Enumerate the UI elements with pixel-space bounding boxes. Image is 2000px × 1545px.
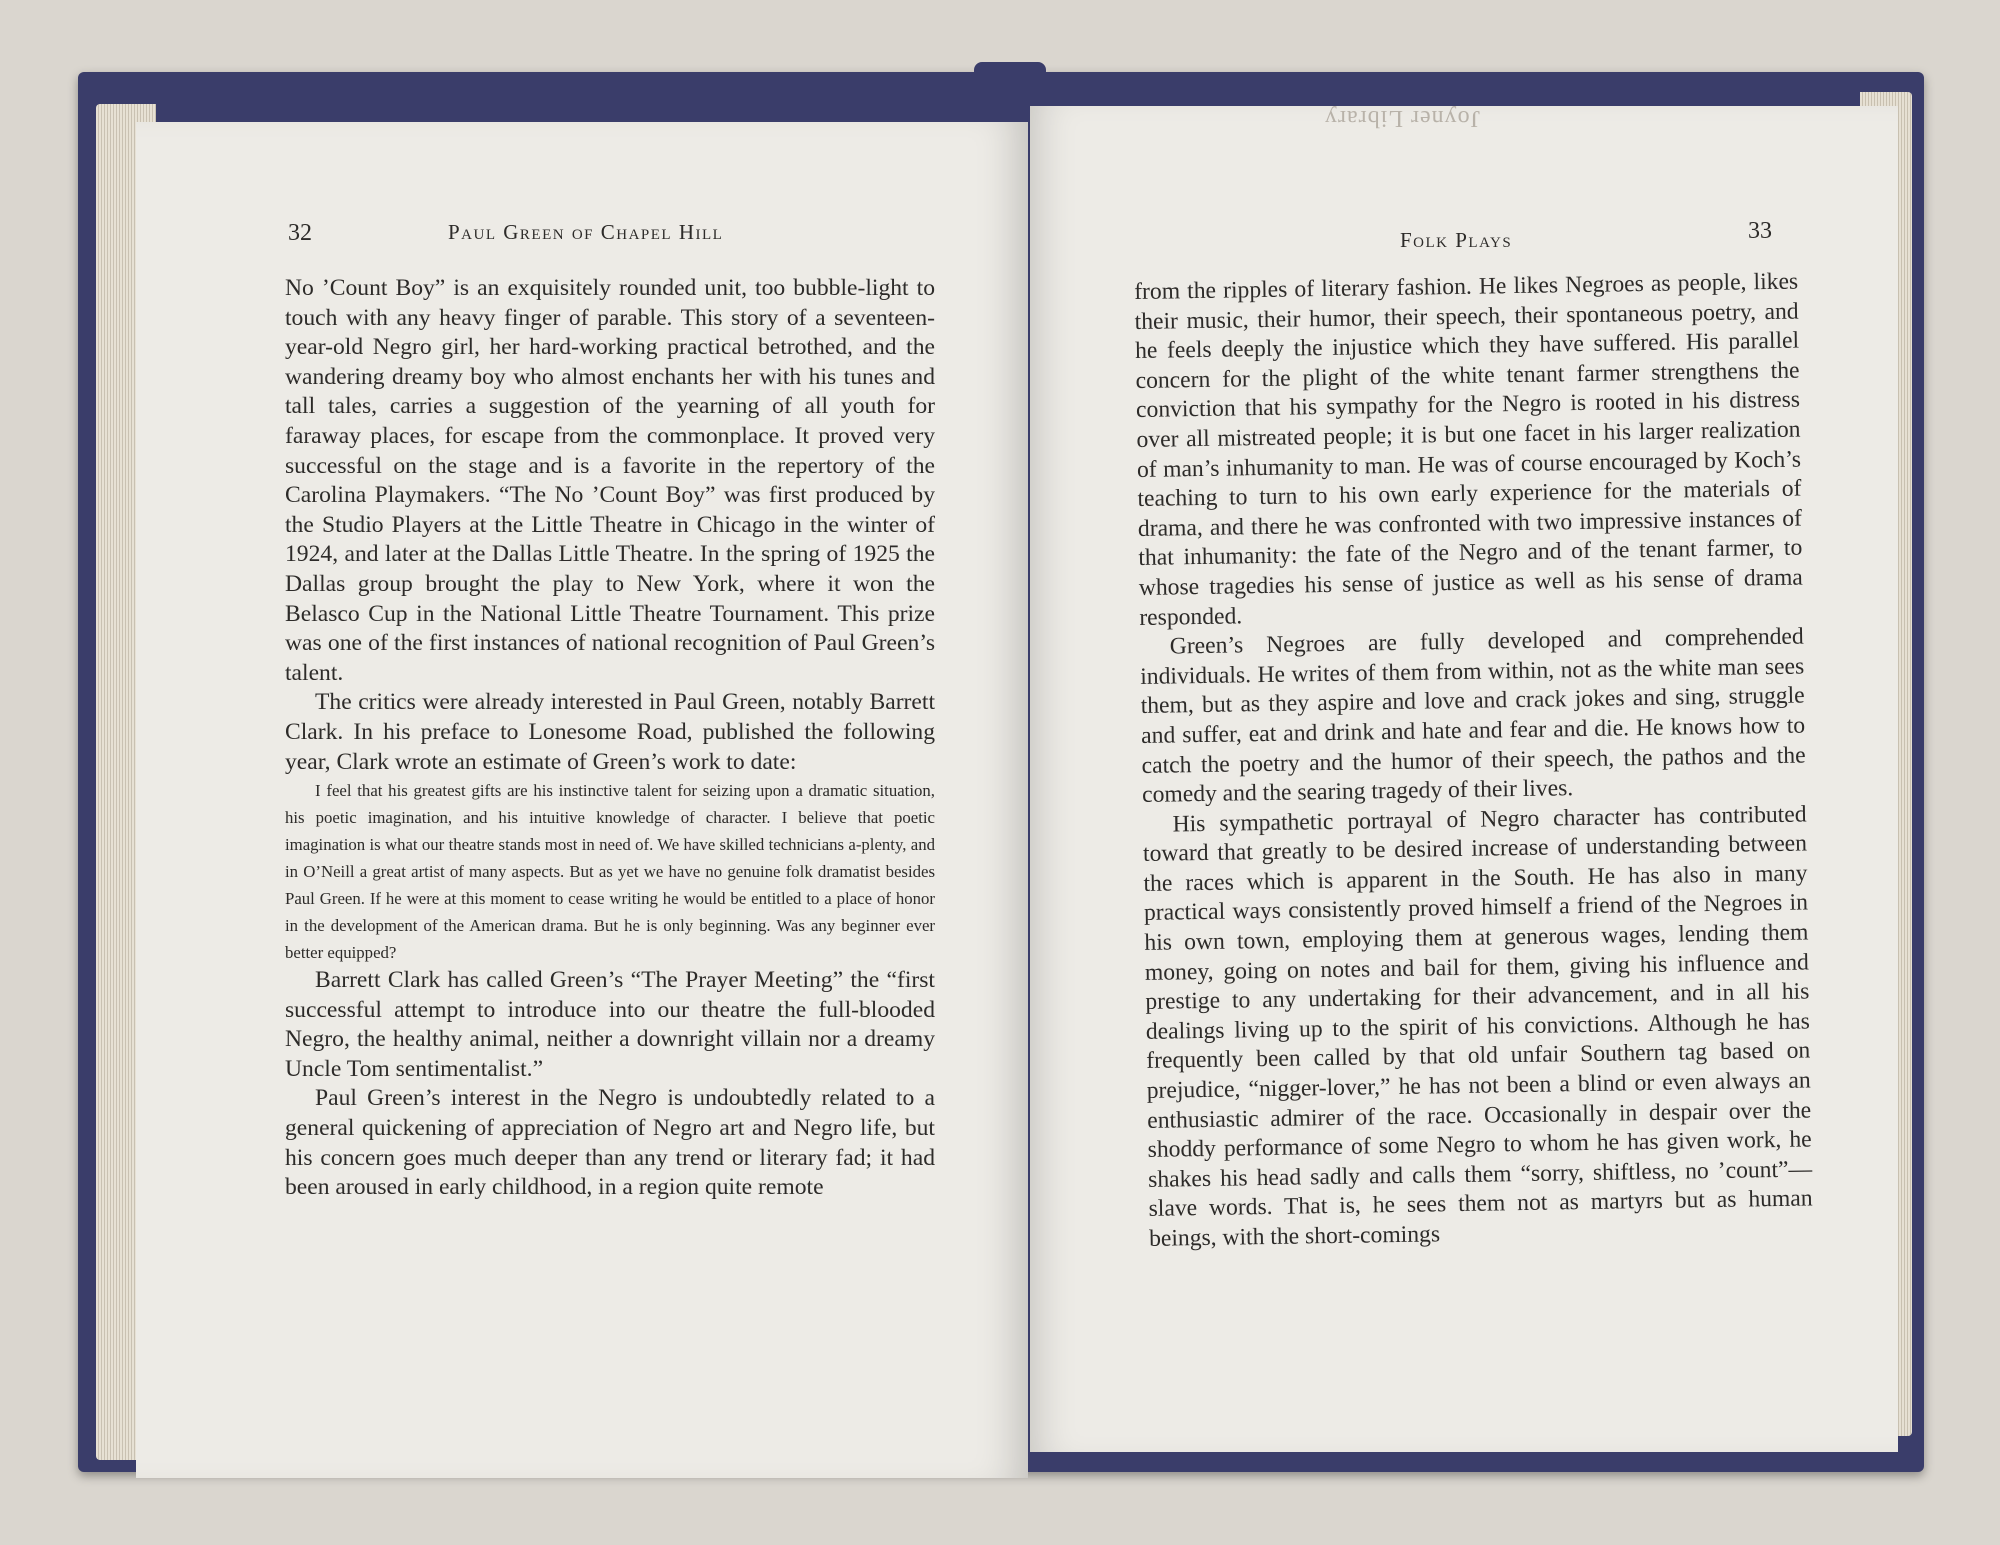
left-page [136,122,1028,1478]
left-paragraph-1: No ’Count Boy” is an exquisitely rounded unit, too bubble-light to touch with any heavy finger of parable. This story of a seventeen-year-old Negro girl, her hard-working practical betrothed, and the wandering dreamy boy who almost enchants her with his tunes and tall tales, carries a suggestion of the yearning of all youth for faraway places, for escape from the commonplace. It proved very successful on the stage and is a favorite in the repertory of the Carolina Playmakers. “The No ’Count Boy” was first produced by the Studio Players at the Little Theatre in Chicago in the winter of 1924, and later at the Dallas Little Theatre. In the spring of 1925 the Dallas group brought the play to New York, where it won the Belasco Cup in the National Little Theatre Tournament. This prize was one of the first instances of national recognition of Paul Green’s talent. [285,275,935,686]
right-paragraph-3: His sympathetic portrayal of Negro character has contributed toward that greatly to be desired increase of understanding between the races which is apparent in the South. He has also in many practical ways consistently proved himself a friend of the Negroes in his own town, employing them at generous wages, lending them money, going on notes and bail for them, giving his influence and prestige to any undertaking for their advancement, and in all his dealings living up to the spirit of his convictions. Although he has frequently been called by that old unfair Southern tag based on prejudice, “nigger-lover,” he has not been a blind or even always an enthusiastic admirer of the race. Occasionally in despair over the shoddy performance of some Negro to whom he has given work, he shakes his head sadly and calls them “sorry, shiftless, no ’count”—slave words. That is, he sees them not as martyrs but as human beings, with the short-comings [1142,801,1813,1252]
left-paragraph-3: Barrett Clark has called Green’s “The Prayer Meeting” the “first successful attempt to introduce into our theatre the full-blooded Negro, the healthy animal, neither a downright villain nor a dreamy Uncle Tom sentimentalist.” [285,967,935,1082]
right-paragraph-2: Green’s Negroes are fully developed and comprehended individuals. He writes of them from within, not as the white man sees them, but as they aspire and love and crack jokes and sing, struggle and suffer, eat and drink and hate and fear and die. He knows how to catch the poetry and the humor of their speech, the pathos and the comedy and the searing tragedy of their lives. [1140,623,1806,809]
left-page-body [285,274,935,1203]
right-page-body [1134,268,1813,1255]
left-paragraph-4: Paul Green’s interest in the Negro is undoubtedly related to a general quickening of appreciation of Negro art and Negro life, but his concern goes much deeper than any trend or literary fad; it had been aroused in early childhood, in a region quite remote [285,1085,935,1201]
right-running-head: Folk Plays [1400,228,1513,252]
left-running-head: Paul Green of Chapel Hill [448,220,724,244]
right-paragraph-1: from the ripples of literary fashion. He likes Negroes as people, likes their music, their humor, their speech, their spontaneous poetry, and he feels deeply the injustice which they have suffered. His parallel concern for the plight of the white tenant farmer strengthens the conviction that his sympathy for the Negro is rooted in his distress over all mistreated people; it is but one facet in his larger realization of man’s inhumanity to man. He was of course encouraged by Koch’s teaching to turn to his own early experience for the materials of drama, and there he was confronted with two impressive instances of that inhumanity: the fate of the Negro and of the tenant farmer, to whose tragedies his sense of justice as well as his sense of drama responded. [1134,268,1803,631]
left-paragraph-2: The critics were already interested in Paul Green, notably Barrett Clark. In his preface to Lonesome Road, published the following year, Clark wrote an estimate of Green’s work to date: [285,689,935,775]
right-page [1030,106,1898,1452]
left-page-number: 32 [288,220,312,246]
block-quote: I feel that his greatest gifts are his instinctive talent for seizing upon a dramatic situation, his poetic imagination, and his intuitive knowledge of character. I believe that poetic imagination is what our theatre stands most in need of. We have skilled technicians a-plenty, and in O’Neill a great artist of many aspects. But as yet we have no genuine folk dramatist besides Paul Green. If he were at this moment to cease writing he would be entitled to a place of honor in the development of the American drama. But he is only beginning. Was any beginner ever better equipped? [285,781,935,963]
library-stamp: Joyner Library [1324,105,1480,131]
right-page-number: 33 [1748,218,1772,244]
